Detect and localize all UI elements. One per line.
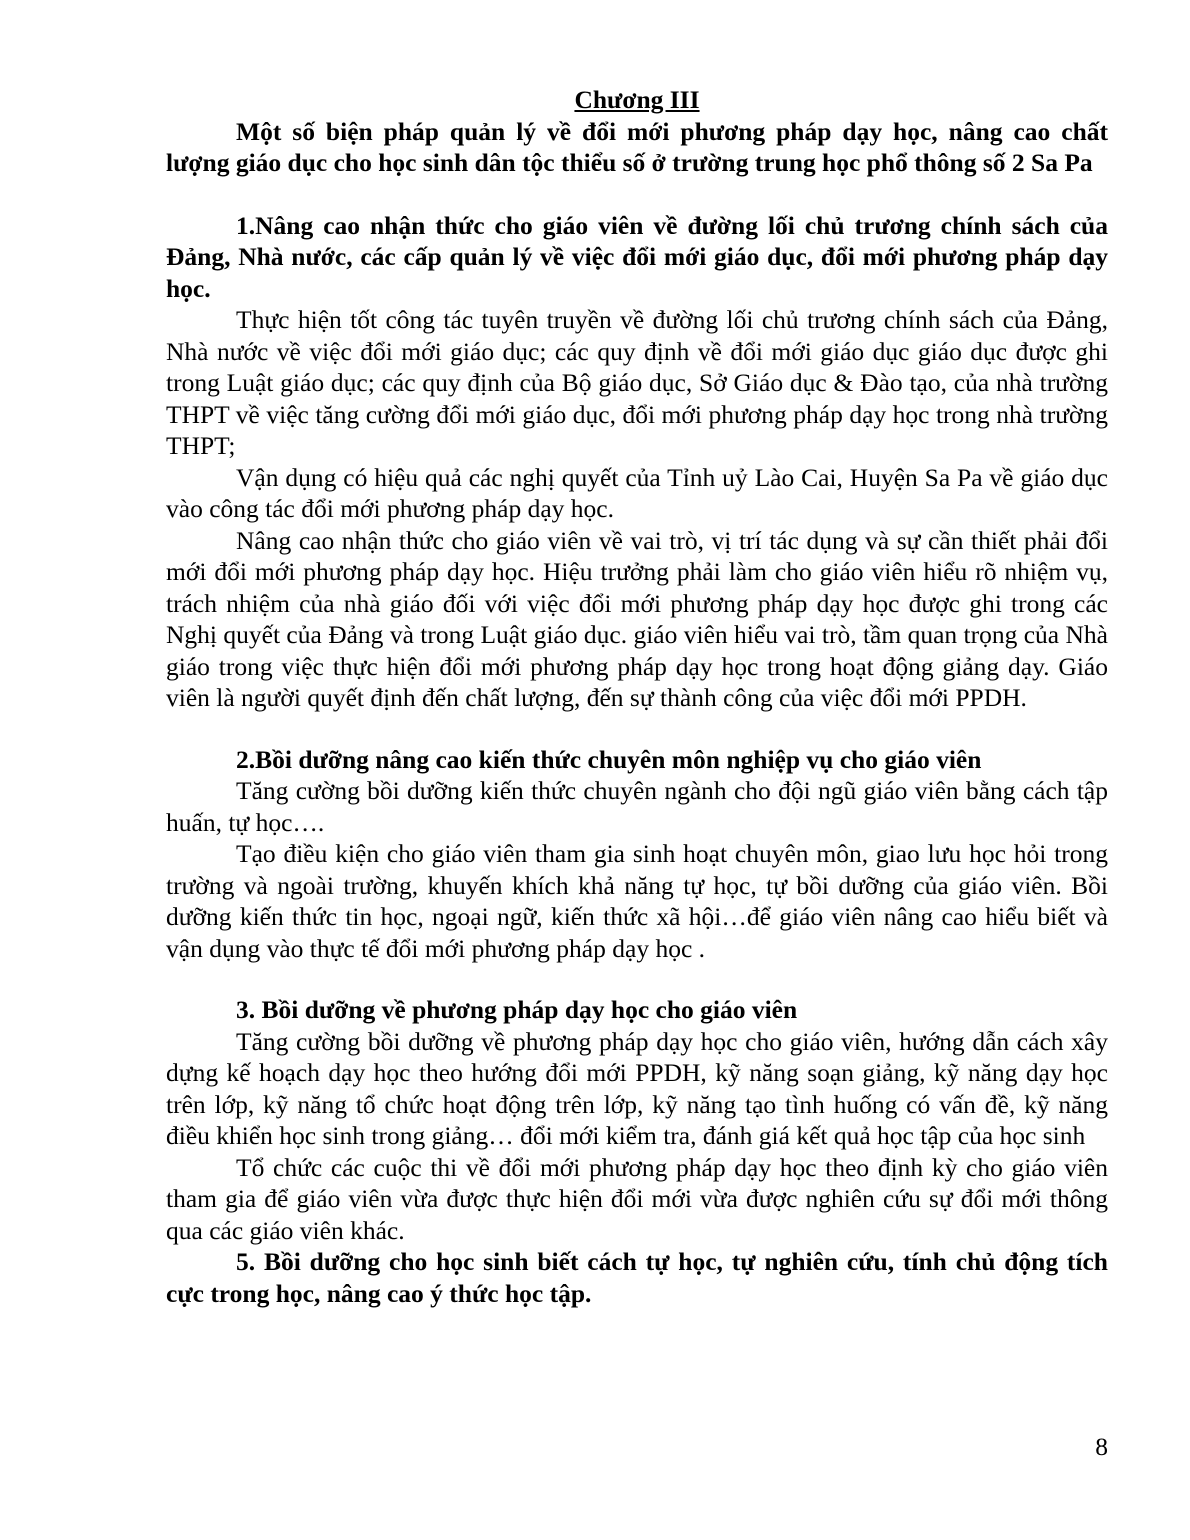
paragraph: Thực hiện tốt công tác tuyên truyền về đường lối chủ trương chính sách của Đảng, Nhà nước về việc đổi mới giáo dục; các quy định về đổi mới giáo dục giáo dục được ghi trong Luật giáo dục; các quy định của Bộ giáo dục, Sở Giáo dục & Đào tạo, của nhà trường THPT về việc tăng cường đổi mới giáo dục, đổi mới phương pháp dạy học trong nhà trường THPT; (166, 305, 1108, 460)
section-heading: 3. Bồi dưỡng về phương pháp dạy học cho giáo viên (236, 995, 798, 1024)
chapter-subtitle: Một số biện pháp quản lý về đổi mới phương pháp dạy học, nâng cao chất lượng giáo dục cho học sinh dân tộc thiểu số ở trường trung học phổ thông số 2 Sa Pa (166, 116, 1108, 177)
section-5 (166, 1246, 1108, 1309)
spacer (166, 179, 1108, 210)
paragraph: Tổ chức các cuộc thi về đổi mới phương pháp dạy học theo định kỳ cho giáo viên tham gia để giáo viên vừa được thực hiện đổi mới vừa được nghiên cứu sự đổi mới thông qua các giáo viên khác. (166, 1152, 1108, 1245)
section-heading: 2.Bồi dưỡng nâng cao kiến thức chuyên môn nghiệp vụ cho giáo viên (236, 744, 982, 774)
paragraph: Tạo điều kiện cho giáo viên tham gia sinh hoạt chuyên môn, giao lưu học hỏi trong trường và ngoài trường, khuyến khích khả năng tự học, tự bồi dưỡng của giáo viên. Bồi dưỡng kiến thức tin học, ngoại ngữ, kiến thức xã hội…để giáo viên nâng cao hiểu biết và vận dụng vào thực tế đổi mới phương pháp dạy học . (166, 839, 1108, 963)
chapter-title: Chương III (574, 85, 700, 114)
document-page (166, 84, 1108, 1309)
spacer (166, 964, 1108, 994)
paragraph: Vận dụng có hiệu quả các nghị quyết của Tỉnh uỷ Lào Cai, Huyện Sa Pa về giáo dục vào công tác đổi mới phương pháp dạy học. (166, 462, 1108, 523)
paragraph: Nâng cao nhận thức cho giáo viên về vai trò, vị trí tác dụng và sự cần thiết phải đổi mới đổi mới phương pháp dạy học. Hiệu trưởng phải làm cho giáo viên hiểu rõ nhiệm vụ, trách nhiệm của nhà giáo đối với việc đổi mới phương pháp dạy học được ghi trong các Nghị quyết của Đảng và trong Luật giáo dục. giáo viên hiểu vai trò, tầm quan trọng của Nhà giáo trong việc thực hiện đổi mới phương pháp dạy học trong hoạt động giảng dạy. Giáo viên là người quyết định đến chất lượng, đến sự thành công của việc đổi mới PPDH. (166, 525, 1108, 712)
page-number: 8 (1095, 1432, 1108, 1461)
spacer (166, 714, 1108, 744)
paragraph: Tăng cường bồi dưỡng kiến thức chuyên ngành cho đội ngũ giáo viên bằng cách tập huấn, tự học…. (166, 776, 1108, 837)
section-heading: 1.Nâng cao nhận thức cho giáo viên về đường lối chủ trương chính sách của Đảng, Nhà nước, các cấp quản lý về việc đổi mới giáo dục, đổi mới phương pháp dạy học. (166, 210, 1108, 303)
section-2 (166, 744, 1108, 965)
section-heading: 5. Bồi dưỡng cho học sinh biết cách tự học, tự nghiên cứu, tính chủ động tích cực trong học, nâng cao ý thức học tập. (166, 1247, 1108, 1308)
section-3 (166, 994, 1108, 1246)
paragraph: Tăng cường bồi dưỡng về phương pháp dạy học cho giáo viên, hướng dẫn cách xây dựng kế hoạch dạy học theo hướng đổi mới PPDH, kỹ năng soạn giảng, kỹ năng dạy học trên lớp, kỹ năng tổ chức hoạt động trên lớp, kỹ năng tạo tình huống có vấn đề, kỹ năng điều khiển học sinh trong giảng… đổi mới kiểm tra, đánh giá kết quả học tập của học sinh (166, 1026, 1108, 1150)
section-1 (166, 210, 1108, 714)
